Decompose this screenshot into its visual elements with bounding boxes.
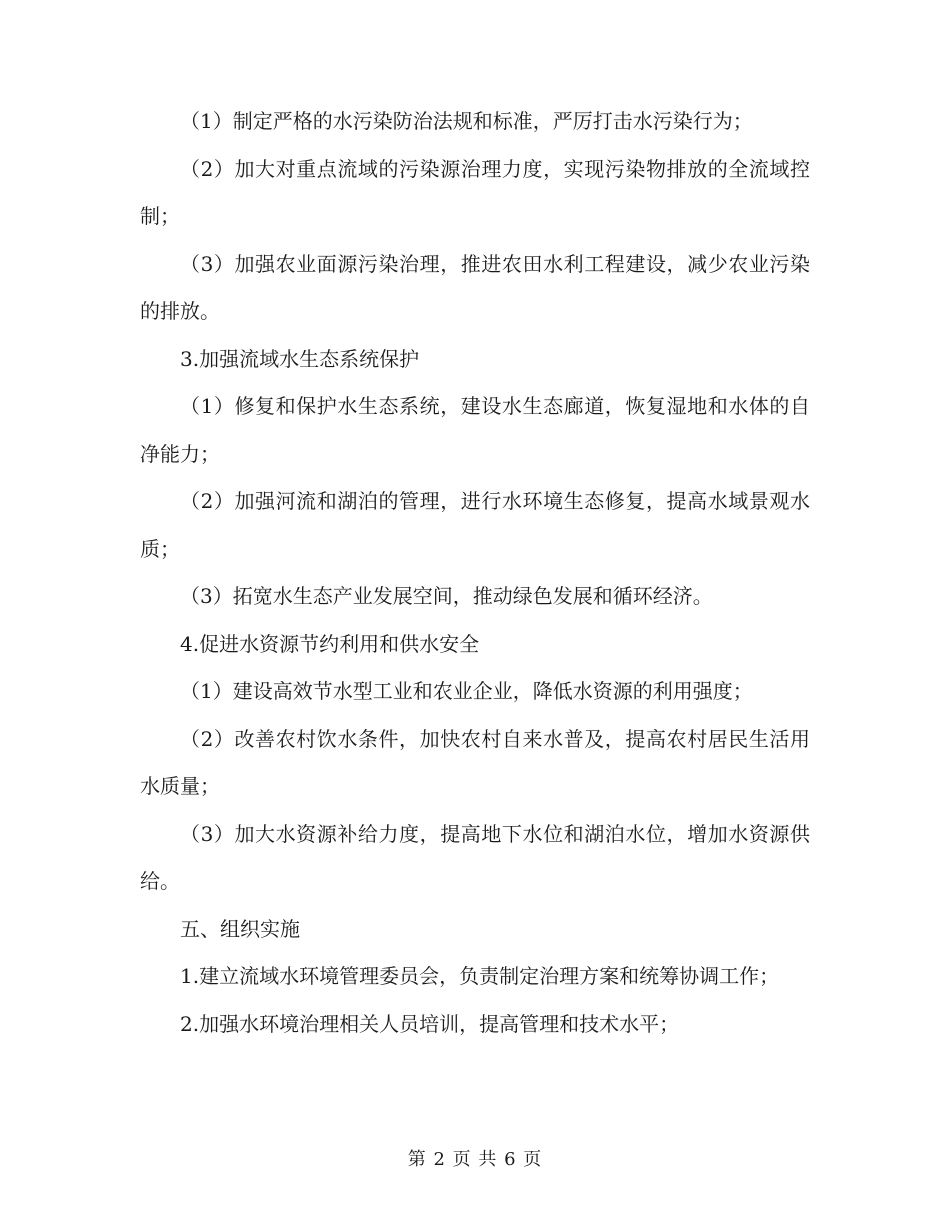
paragraph: （1）制定严格的水污染防治法规和标准，严厉打击水污染行为； [180,109,753,133]
paragraph: （3）加大水资源补给力度，提高地下水位和湖泊水位，增加水资源供给。 [140,821,810,893]
document-body [140,98,810,1048]
paragraph: 2.加强水环境治理相关人员培训，提高管理和技术水平； [180,1011,680,1036]
section-heading: 4.促进水资源节约利用和供水安全 [180,631,480,656]
paragraph: （2）加强河流和湖泊的管理，进行水环境生态修复，提高水域景观水质； [140,489,810,561]
paragraph: （3）拓宽水生态产业发展空间，推动绿色发展和循环经济。 [180,584,713,608]
paragraph: 1.建立流域水环境管理委员会，负责制定治理方案和统筹协调工作； [180,964,780,988]
paragraph: （2）改善农村饮水条件，加快农村自来水普及，提高农村居民生活用水质量； [140,726,810,798]
paragraph: （1）修复和保护水生态系统，建设水生态廊道，恢复湿地和水体的自净能力； [140,394,810,466]
paragraph: （3）加强农业面源污染治理，推进农田水利工程建设，减少农业污染的排放。 [140,251,810,323]
section-heading: 3.加强流域水生态系统保护 [180,346,420,371]
chapter-heading: 五、组织实施 [180,916,300,941]
page-number-footer: 第 2 页 共 6 页 [407,1149,543,1170]
paragraph: （1）建设高效节水型工业和农业企业，降低水资源的利用强度； [180,679,753,703]
paragraph: （2）加大对重点流域的污染源治理力度，实现污染物排放的全流域控制； [140,156,810,228]
